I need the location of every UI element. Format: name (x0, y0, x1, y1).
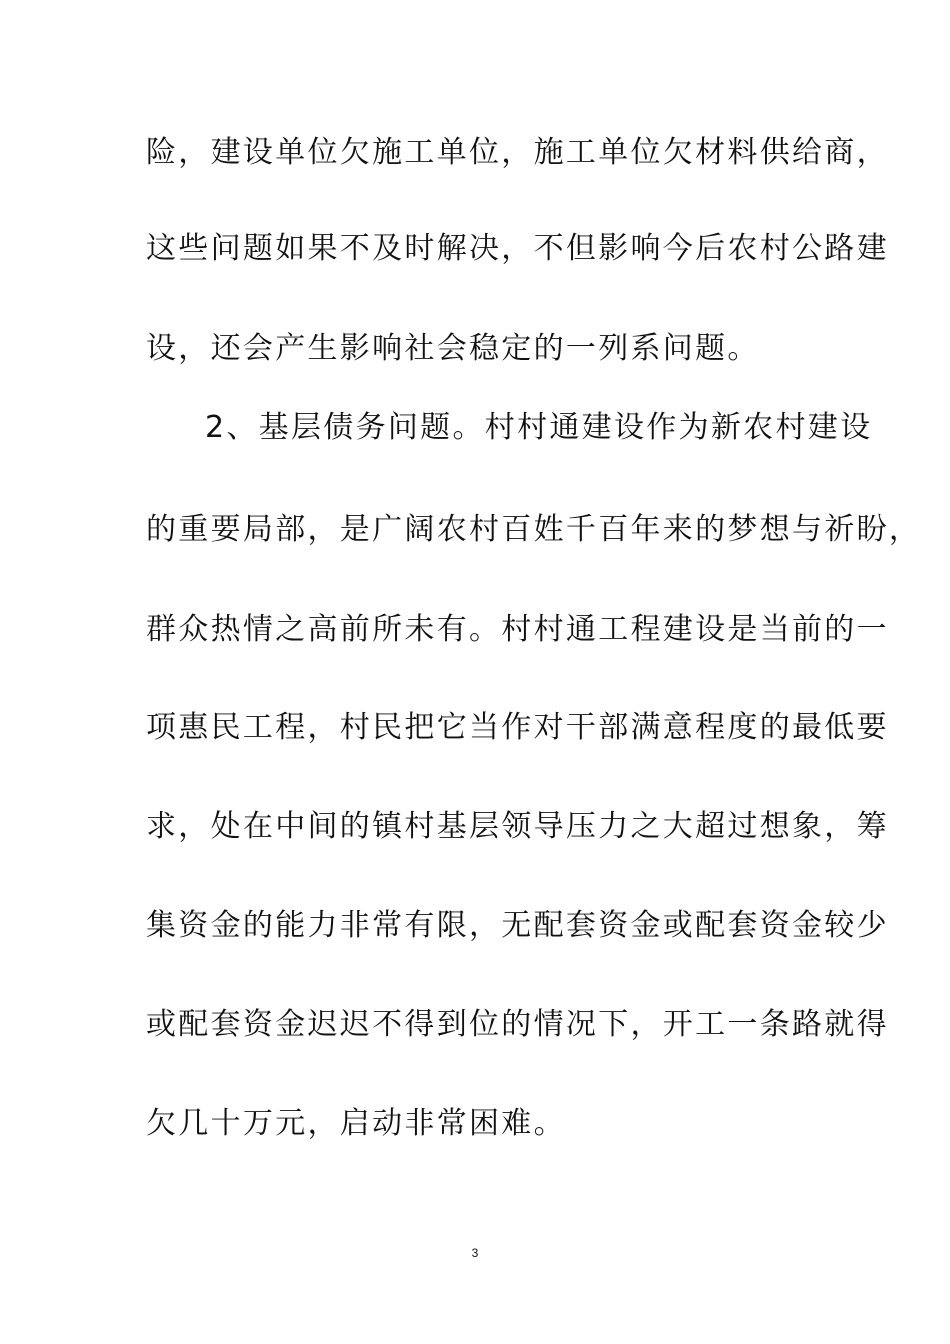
paragraph-start-line: 2、基层债务问题。村村通建设作为新农村建设 (205, 410, 873, 445)
body-text-line: 设，还会产生影响社会稳定的一列系问题。 (146, 331, 760, 366)
body-text-line: 群众热情之高前所未有。村村通工程建设是当前的一 (146, 612, 889, 647)
body-text-line: 险，建设单位欠施工单位，施工单位欠材料供给商， (146, 135, 889, 170)
body-text-line: 集资金的能力非常有限，无配套资金或配套资金较少 (146, 908, 889, 943)
body-text-line: 求，处在中间的镇村基层领导压力之大超过想象，筹 (146, 809, 889, 844)
body-text-line: 欠几十万元，启动非常困难。 (146, 1106, 566, 1141)
page-number: 3 (471, 1246, 479, 1260)
body-text-line: 这些问题如果不及时解决，不但影响今后农村公路建 (146, 231, 889, 266)
body-text-line: 或配套资金迟迟不得到位的情况下，开工一条路就得 (146, 1007, 889, 1042)
body-text-line: 项惠民工程，村民把它当作对干部满意程度的最低要 (146, 710, 889, 745)
body-text-line: 的重要局部，是广阔农村百姓千百年来的梦想与祈盼， (146, 512, 922, 547)
